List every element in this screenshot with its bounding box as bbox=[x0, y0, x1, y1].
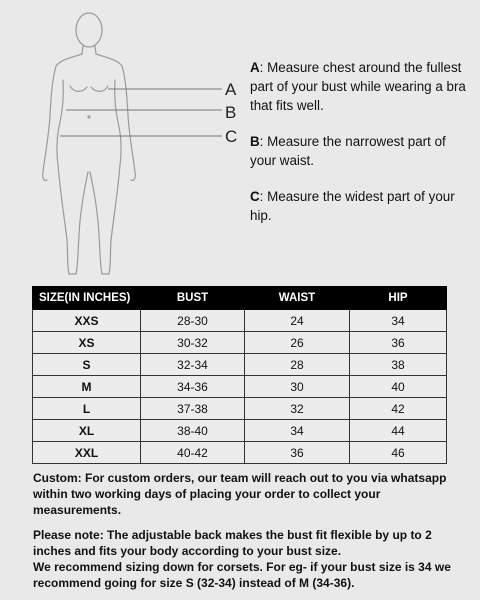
size-cell: XXL bbox=[33, 442, 141, 464]
table-header-row bbox=[33, 287, 447, 310]
sizing-recommendation-note: We recommend sizing down for corsets. For eg- if your bust size is 34 we recommend going for size S (32-34) instead of M (34-36). bbox=[33, 560, 451, 591]
hip-cell: 46 bbox=[350, 442, 447, 464]
body-figure-area bbox=[0, 0, 250, 285]
table-row bbox=[33, 376, 447, 398]
instruction-a-key: A bbox=[250, 60, 260, 75]
bust-cell: 40-42 bbox=[141, 442, 245, 464]
waist-cell: 24 bbox=[245, 310, 350, 332]
instruction-b-text: : Measure the narrowest part of your waist. bbox=[250, 134, 446, 168]
table-row bbox=[33, 354, 447, 376]
instruction-b bbox=[250, 132, 472, 170]
hip-cell: 34 bbox=[350, 310, 447, 332]
size-cell: M bbox=[33, 376, 141, 398]
notes-section bbox=[33, 470, 463, 599]
size-cell: XXS bbox=[33, 310, 141, 332]
waist-cell: 30 bbox=[245, 376, 350, 398]
bust-cell: 34-36 bbox=[141, 376, 245, 398]
header-bust: BUST bbox=[141, 287, 245, 310]
waist-cell: 34 bbox=[245, 420, 350, 442]
bust-cell: 28-30 bbox=[141, 310, 245, 332]
body-outline-illustration bbox=[0, 0, 250, 285]
instruction-c bbox=[250, 187, 472, 225]
header-waist: WAIST bbox=[245, 287, 350, 310]
table-row bbox=[33, 332, 447, 354]
waist-cell: 26 bbox=[245, 332, 350, 354]
table-row bbox=[33, 398, 447, 420]
bust-cell: 32-34 bbox=[141, 354, 245, 376]
size-chart-table bbox=[32, 286, 447, 464]
size-cell: L bbox=[33, 398, 141, 420]
instruction-a bbox=[250, 58, 472, 115]
custom-order-note: Custom: For custom orders, our team will reach out to you via whatsapp within two working days of placing your order to collect your measurements. bbox=[33, 471, 447, 518]
table-row bbox=[33, 310, 447, 332]
instruction-a-text: : Measure chest around the fullest part of your bust while wearing a bra that fits well. bbox=[250, 60, 466, 113]
table-row bbox=[33, 420, 447, 442]
header-size: SIZE(IN INCHES) bbox=[33, 287, 141, 310]
bust-cell: 38-40 bbox=[141, 420, 245, 442]
hip-cell: 42 bbox=[350, 398, 447, 420]
size-cell: XS bbox=[33, 332, 141, 354]
hip-cell: 36 bbox=[350, 332, 447, 354]
bust-cell: 30-32 bbox=[141, 332, 245, 354]
waist-cell: 32 bbox=[245, 398, 350, 420]
table-row bbox=[33, 442, 447, 464]
bust-cell: 37-38 bbox=[141, 398, 245, 420]
hip-cell: 40 bbox=[350, 376, 447, 398]
size-cell: S bbox=[33, 354, 141, 376]
hip-cell: 38 bbox=[350, 354, 447, 376]
marker-a: A bbox=[225, 80, 237, 99]
waist-cell: 28 bbox=[245, 354, 350, 376]
hip-cell: 44 bbox=[350, 420, 447, 442]
measurement-instructions bbox=[250, 58, 472, 242]
instruction-b-key: B bbox=[250, 134, 260, 149]
header-hip: HIP bbox=[350, 287, 447, 310]
instruction-c-key: C bbox=[250, 189, 260, 204]
marker-b: B bbox=[225, 103, 237, 122]
waist-cell: 36 bbox=[245, 442, 350, 464]
instruction-c-text: : Measure the widest part of your hip. bbox=[250, 189, 455, 223]
adjustable-back-note: Please note: The adjustable back makes the bust fit flexible by up to 2 inches and fits your body according to your bust size. bbox=[33, 527, 432, 558]
marker-c: C bbox=[225, 127, 238, 146]
size-cell: XL bbox=[33, 420, 141, 442]
